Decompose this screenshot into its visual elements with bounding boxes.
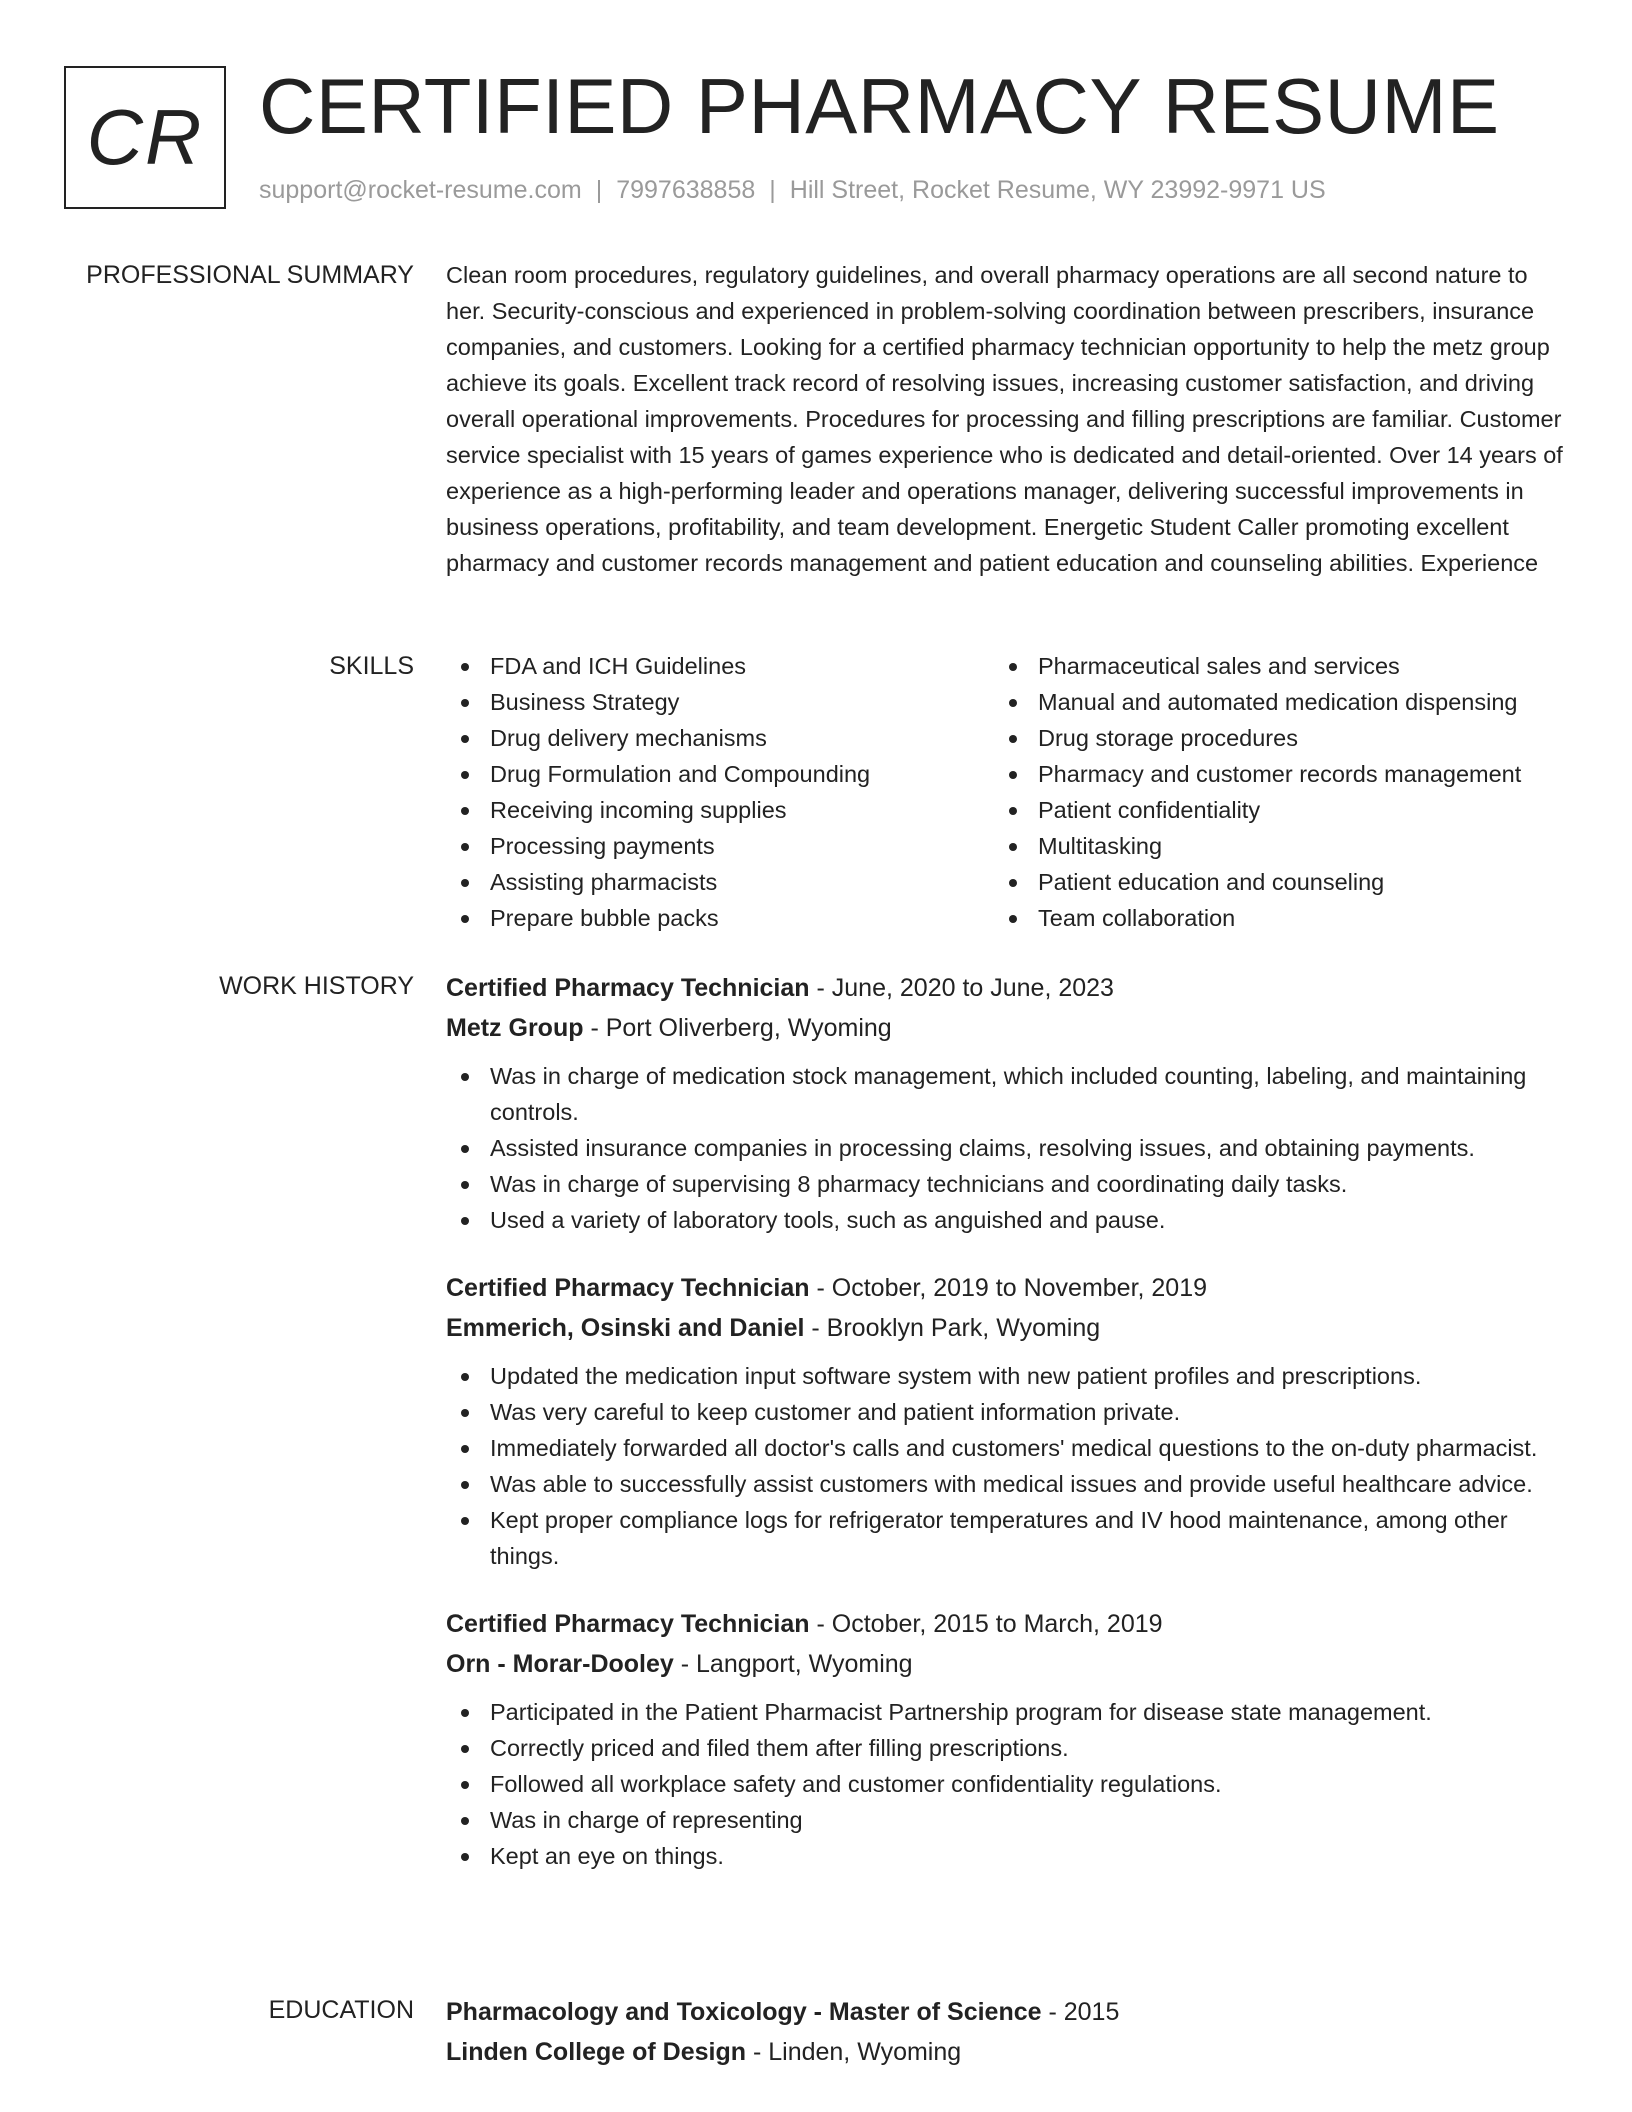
job-duty: Was in charge of supervising 8 pharmacy technicians and coordinating daily tasks. xyxy=(446,1166,1570,1202)
section-label-summary: PROFESSIONAL SUMMARY xyxy=(86,261,414,289)
skill-item: Drug delivery mechanisms xyxy=(446,720,994,756)
skill-item: Drug storage procedures xyxy=(994,720,1542,756)
skill-item: Prepare bubble packs xyxy=(446,900,994,936)
job-company: Metz Group xyxy=(446,1014,584,1042)
contact-email[interactable]: support@rocket-resume.com xyxy=(259,176,582,204)
job-title: Certified Pharmacy Technician xyxy=(446,974,810,1002)
monogram-box: CR xyxy=(64,66,226,209)
job-duties xyxy=(446,1694,1570,1874)
job-entry xyxy=(446,968,1570,1238)
job-duties xyxy=(446,1058,1570,1238)
skill-item: Manual and automated medication dispensing xyxy=(994,684,1542,720)
job-duty: Was in charge of medication stock management, which included counting, labeling, and maintaining controls. xyxy=(446,1058,1570,1130)
job-duty: Immediately forwarded all doctor's calls and customers' medical questions to the on-duty pharmacist. xyxy=(446,1430,1570,1466)
job-company-line xyxy=(446,1008,1570,1048)
job-duty: Participated in the Patient Pharmacist Partnership program for disease state management. xyxy=(446,1694,1570,1730)
job-dates: - October, 2015 to March, 2019 xyxy=(809,1610,1163,1638)
education-entry xyxy=(446,1992,1570,2072)
job-duty: Was very careful to keep customer and patient information private. xyxy=(446,1394,1570,1430)
education-location: - Linden, Wyoming xyxy=(746,2038,962,2066)
job-duty: Kept an eye on things. xyxy=(446,1838,1570,1874)
job-duty: Was in charge of representing xyxy=(446,1802,1570,1838)
job-location: - Port Oliverberg, Wyoming xyxy=(583,1014,892,1042)
section-label-education: EDUCATION xyxy=(268,1996,414,2024)
skill-item: Patient education and counseling xyxy=(994,864,1542,900)
skills-column-right xyxy=(994,648,1542,936)
contact-line xyxy=(259,176,1326,205)
skill-item: Receiving incoming supplies xyxy=(446,792,994,828)
skill-item: Drug Formulation and Compounding xyxy=(446,756,994,792)
education-year: - 2015 xyxy=(1041,1998,1120,2026)
education-degree-line xyxy=(446,1992,1570,2032)
job-duty: Correctly priced and filed them after filling prescriptions. xyxy=(446,1730,1570,1766)
work-history-list xyxy=(446,968,1570,1904)
skill-item: Team collaboration xyxy=(994,900,1542,936)
job-duty: Was able to successfully assist customers with medical issues and provide useful healthcare advice. xyxy=(446,1466,1570,1502)
skill-item: Pharmacy and customer records management xyxy=(994,756,1542,792)
job-entry xyxy=(446,1604,1570,1874)
skill-item: Patient confidentiality xyxy=(994,792,1542,828)
skills-list xyxy=(446,648,1570,936)
skill-item: Pharmaceutical sales and services xyxy=(994,648,1542,684)
job-entry xyxy=(446,1268,1570,1574)
job-company: Emmerich, Osinski and Daniel xyxy=(446,1314,805,1342)
resume-header xyxy=(64,64,1568,214)
job-location: - Brooklyn Park, Wyoming xyxy=(804,1314,1101,1342)
job-title: Certified Pharmacy Technician xyxy=(446,1274,810,1302)
job-duty: Used a variety of laboratory tools, such as anguished and pause. xyxy=(446,1202,1570,1238)
resume-title: CERTIFIED PHARMACY RESUME xyxy=(259,62,1500,150)
section-label-work-history: WORK HISTORY xyxy=(219,972,414,1000)
skill-item: Assisting pharmacists xyxy=(446,864,994,900)
skill-item: Business Strategy xyxy=(446,684,994,720)
education-school: Linden College of Design xyxy=(446,2038,747,2066)
job-duty: Updated the medication input software system with new patient profiles and prescriptions. xyxy=(446,1358,1570,1394)
education-school-line xyxy=(446,2032,1570,2072)
contact-separator: | xyxy=(595,176,603,204)
education-degree: Pharmacology and Toxicology - Master of Science xyxy=(446,1998,1042,2026)
skill-item: Multitasking xyxy=(994,828,1542,864)
job-duties xyxy=(446,1358,1570,1574)
job-duty: Assisted insurance companies in processing claims, resolving issues, and obtaining payments. xyxy=(446,1130,1570,1166)
contact-phone[interactable]: 7997638858 xyxy=(616,176,756,204)
job-title-line xyxy=(446,968,1570,1008)
job-location: - Langport, Wyoming xyxy=(673,1650,913,1678)
skill-item: FDA and ICH Guidelines xyxy=(446,648,994,684)
job-company: Orn - Morar-Dooley xyxy=(446,1650,674,1678)
skill-item: Processing payments xyxy=(446,828,994,864)
job-duty: Followed all workplace safety and customer confidentiality regulations. xyxy=(446,1766,1570,1802)
job-duty: Kept proper compliance logs for refrigerator temperatures and IV hood maintenance, among other things. xyxy=(446,1502,1570,1574)
contact-separator: | xyxy=(769,176,776,204)
contact-address: Hill Street, Rocket Resume, WY 23992-9971 US xyxy=(789,176,1326,204)
job-title-line xyxy=(446,1268,1570,1308)
section-label-skills: SKILLS xyxy=(329,652,414,680)
summary-text: Clean room procedures, regulatory guidelines, and overall pharmacy operations are all second nature to her. Security-conscious and experienced in problem-solving coordination between prescribers, insurance companies, and customers. Looking for a certified pharmacy technician opportunity to help the metz group achieve its goals. Excellent track record of resolving issues, increasing customer satisfaction, and driving overall operational improvements. Procedures for processing and filling prescriptions are familiar. Customer service specialist with 15 years of games experience who is dedicated and detail-oriented. Over 14 years of experience as a high-performing leader and operations manager, delivering successful improvements in business operations, profitability, and team development. Energetic Student Caller promoting excellent pharmacy and customer records management and patient education and counseling abilities. Experience xyxy=(446,262,1563,576)
skills-column-left xyxy=(446,648,994,936)
job-dates: - June, 2020 to June, 2023 xyxy=(809,974,1114,1002)
job-dates: - October, 2019 to November, 2019 xyxy=(809,1274,1208,1302)
job-company-line xyxy=(446,1308,1570,1348)
job-title: Certified Pharmacy Technician xyxy=(446,1610,810,1638)
job-title-line xyxy=(446,1604,1570,1644)
job-company-line xyxy=(446,1644,1570,1684)
